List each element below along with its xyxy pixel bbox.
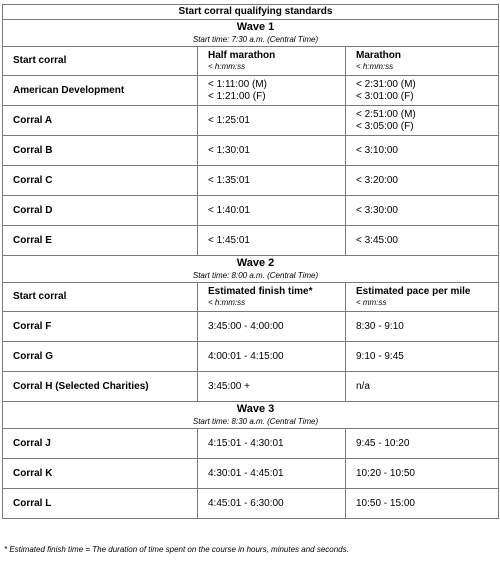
corral-name: Corral G	[3, 342, 198, 372]
table-row	[3, 489, 499, 519]
time-cell	[198, 76, 346, 106]
cell-value: 3:45:00 - 4:00:00	[208, 320, 284, 332]
standard-cell	[346, 372, 499, 402]
wave-row	[3, 20, 499, 47]
table-row	[3, 372, 499, 402]
cell-value: < 1:35:01	[208, 174, 250, 186]
time-cell	[198, 226, 346, 256]
column-header-format: < h:mm:ss	[208, 298, 246, 307]
cell-value: 9:45 - 10:20	[356, 437, 410, 449]
table-row	[3, 196, 499, 226]
column-header-format: < h:mm:ss	[208, 62, 246, 71]
standard-cell	[346, 226, 499, 256]
standard-cell	[346, 312, 499, 342]
column-header-label: Start corral	[13, 291, 67, 302]
cell-value: 4:15:01 - 4:30:01	[208, 437, 284, 449]
column-header-label: Marathon	[356, 50, 401, 61]
wave-heading	[3, 20, 499, 47]
column-header-label: Start corral	[13, 55, 67, 66]
standard-cell	[346, 489, 499, 519]
corral-name: Corral A	[3, 106, 198, 136]
column-header-row	[3, 283, 499, 312]
standard-cell	[346, 106, 499, 136]
table-row	[3, 312, 499, 342]
column-header-label: Estimated pace per mile	[356, 286, 471, 297]
table-row	[3, 226, 499, 256]
cell-value: < 2:51:00 (M)	[356, 108, 416, 120]
cell-value: < 3:30:00	[356, 204, 398, 216]
cell-value: 10:20 - 10:50	[356, 467, 415, 479]
wave-name: Wave 3	[236, 403, 275, 415]
column-header	[198, 47, 346, 76]
cell-value: 9:10 - 9:45	[356, 350, 404, 362]
time-cell	[198, 106, 346, 136]
column-header	[346, 283, 499, 312]
wave-name: Wave 2	[236, 257, 275, 269]
cell-value: 4:45:01 - 6:30:00	[208, 497, 284, 509]
time-cell	[198, 342, 346, 372]
corral-name: Corral L	[3, 489, 198, 519]
table-row	[3, 342, 499, 372]
wave-start-time: Start time: 8:00 a.m. (Central Time)	[192, 271, 319, 280]
cell-value: < 3:45:00	[356, 234, 398, 246]
time-cell	[198, 372, 346, 402]
time-cell	[198, 429, 346, 459]
cell-value: < 1:30:01	[208, 144, 250, 156]
standard-cell	[346, 459, 499, 489]
table-row	[3, 166, 499, 196]
wave-start-time: Start time: 8:30 a.m. (Central Time)	[192, 417, 319, 426]
table-row	[3, 106, 499, 136]
standard-cell	[346, 429, 499, 459]
cell-value: < 1:45:01	[208, 234, 250, 246]
footnote: * Estimated finish time = The duration of time spent on the course in hours, minutes and seconds.	[4, 545, 349, 554]
cell-value: < 1:11:00 (M)	[208, 78, 268, 90]
standard-cell	[346, 196, 499, 226]
table-row	[3, 429, 499, 459]
corral-name: Corral K	[3, 459, 198, 489]
wave-row	[3, 402, 499, 429]
corral-name: Corral H (Selected Charities)	[3, 372, 198, 402]
standard-cell	[346, 136, 499, 166]
column-header	[3, 47, 198, 76]
cell-value: < 3:05:00 (F)	[356, 120, 414, 132]
column-header-format: < mm:ss	[356, 298, 387, 307]
corral-name: Corral D	[3, 196, 198, 226]
cell-value: < 1:21:00 (F)	[208, 90, 266, 102]
corral-name: Corral C	[3, 166, 198, 196]
corral-name: Corral F	[3, 312, 198, 342]
cell-value: < 2:31:00 (M)	[356, 78, 416, 90]
cell-value: n/a	[356, 380, 370, 392]
column-header-format: < h:mm:ss	[356, 62, 394, 71]
column-header	[3, 283, 198, 312]
cell-value: 10:50 - 15:00	[356, 497, 415, 509]
table-body	[3, 5, 499, 519]
time-cell	[198, 489, 346, 519]
wave-name: Wave 1	[236, 21, 275, 33]
column-header-label: Estimated finish time*	[208, 286, 313, 297]
table-row	[3, 459, 499, 489]
corral-name: American Development	[3, 76, 198, 106]
qualifying-standards-table	[2, 4, 499, 519]
standard-cell	[346, 166, 499, 196]
standard-cell	[346, 342, 499, 372]
column-header	[198, 283, 346, 312]
corral-name: Corral B	[3, 136, 198, 166]
title-row	[3, 5, 499, 20]
table-row	[3, 136, 499, 166]
cell-value: < 3:01:00 (F)	[356, 90, 414, 102]
wave-start-time: Start time: 7:30 a.m. (Central Time)	[192, 35, 319, 44]
time-cell	[198, 136, 346, 166]
time-cell	[198, 166, 346, 196]
corral-name: Corral J	[3, 429, 198, 459]
cell-value: < 1:40:01	[208, 204, 250, 216]
time-cell	[198, 196, 346, 226]
table-title: Start corral qualifying standards	[3, 5, 499, 20]
cell-value: 4:00:01 - 4:15:00	[208, 350, 284, 362]
column-header	[346, 47, 499, 76]
wave-heading	[3, 256, 499, 283]
column-header-label: Half marathon	[208, 50, 276, 61]
time-cell	[198, 459, 346, 489]
cell-value: < 1:25:01	[208, 114, 250, 126]
wave-heading	[3, 402, 499, 429]
cell-value: 4:30:01 - 4:45:01	[208, 467, 284, 479]
column-header-row	[3, 47, 499, 76]
corral-name: Corral E	[3, 226, 198, 256]
wave-row	[3, 256, 499, 283]
standard-cell	[346, 76, 499, 106]
cell-value: < 3:10:00	[356, 144, 398, 156]
cell-value: < 3:20:00	[356, 174, 398, 186]
table-row	[3, 76, 499, 106]
cell-value: 3:45:00 +	[208, 380, 250, 392]
time-cell	[198, 312, 346, 342]
cell-value: 8:30 - 9:10	[356, 320, 404, 332]
